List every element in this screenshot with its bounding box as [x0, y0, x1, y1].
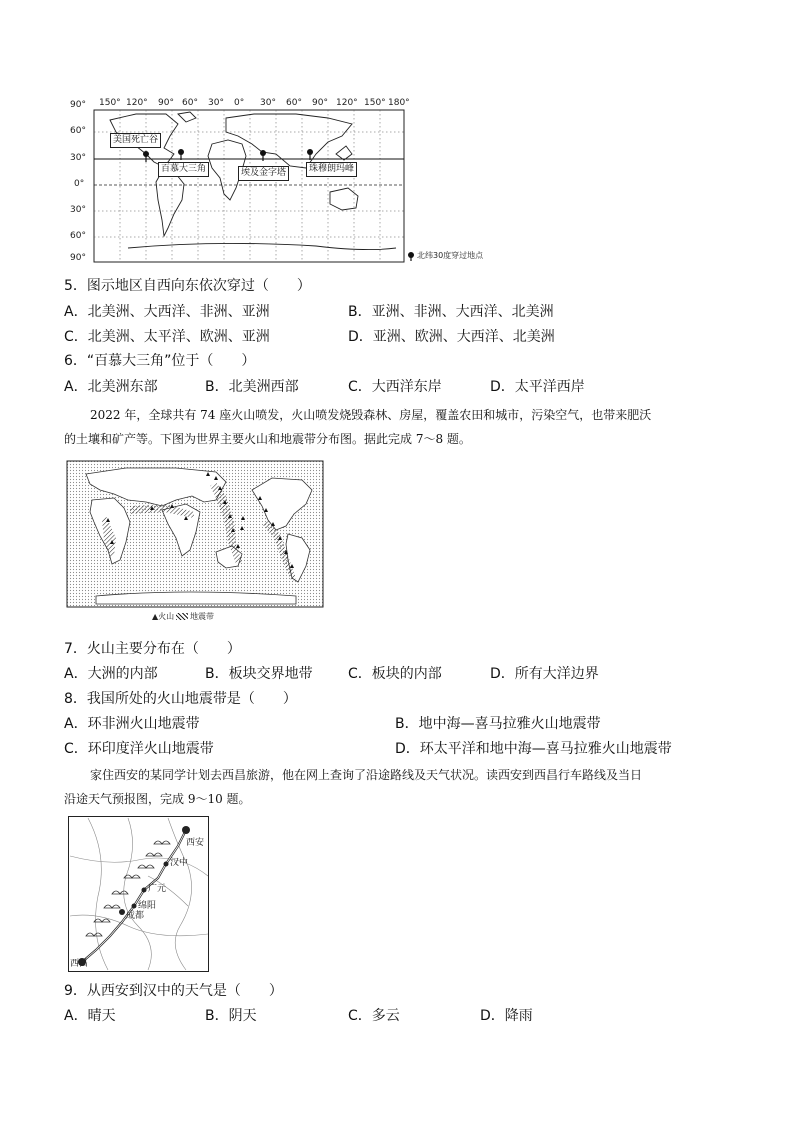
q7-option-c[interactable]: C．板块的内部 [348, 666, 442, 682]
left-tick: 30° [70, 205, 86, 215]
q6-option-d[interactable]: D．太平洋西岸 [490, 379, 585, 395]
q5-option-c[interactable]: C．北美洲、太平洋、欧洲、亚洲 [64, 329, 270, 345]
q9-stem: 9．从西安到汉中的天气是（ ） [64, 983, 283, 999]
q7-option-a[interactable]: A．大洲的内部 [64, 666, 158, 682]
top-tick: 90° [70, 100, 86, 110]
label-death-valley: 美国死亡谷 [110, 133, 161, 148]
q8-option-d[interactable]: D．环太平洋和地中海—喜马拉雅火山地震带 [395, 741, 672, 757]
q8-option-c[interactable]: C．环印度洋火山地震带 [64, 741, 214, 757]
paragraph-line: 的土壤和矿产等。下图为世界主要火山和地震带分布图。据此完成 7～8 题。 [64, 432, 471, 446]
paragraph-line: 家住西安的某同学计划去西昌旅游，他在网上查询了沿途路线及天气状况。读西安到西昌行车路线及当日 [90, 768, 643, 782]
top-tick: 30° [260, 98, 276, 108]
map1-legend: 北纬30度穿过地点 [417, 251, 484, 260]
q9-option-d[interactable]: D．降雨 [480, 1008, 533, 1024]
q5-option-a[interactable]: A．北美洲、大西洋、非洲、亚洲 [64, 304, 270, 320]
top-tick: 0° [234, 98, 245, 108]
city-guangyuan: 广元 [148, 884, 167, 894]
top-tick: 120° [336, 98, 358, 108]
top-tick: 30° [208, 98, 224, 108]
q7-option-b[interactable]: B．板块交界地带 [205, 666, 313, 682]
q8-option-b[interactable]: B．地中海—喜马拉雅火山地震带 [395, 716, 601, 732]
q5-stem: 5．图示地区自西向东依次穿过（ ） [64, 278, 311, 294]
left-tick: 30° [70, 153, 86, 163]
top-tick: 60° [182, 98, 198, 108]
route-weather-map [68, 816, 212, 974]
intro-paragraph-volcano [64, 403, 732, 451]
legend-quake-swatch [176, 613, 188, 620]
top-tick: 90° [158, 98, 174, 108]
label-pyramids: 埃及金字塔 [238, 166, 289, 181]
q6-stem: 6．“百慕大三角”位于（ ） [64, 353, 256, 369]
q7-option-d[interactable]: D．所有大洋边界 [490, 666, 599, 682]
left-tick: 60° [70, 126, 86, 136]
q9-option-a[interactable]: A．晴天 [64, 1008, 116, 1024]
legend-quake: 地震带 [190, 612, 214, 621]
paragraph-line: 2022 年，全球共有 74 座火山喷发，火山喷发烧毁森林、房屋，覆盖农田和城市，污染空气，也带来肥沃 [90, 408, 652, 422]
volcano-map-graphic [66, 460, 324, 626]
q6-option-a[interactable]: A．北美洲东部 [64, 379, 158, 395]
q5-option-d[interactable]: D．亚洲、欧洲、大西洋、北美洲 [348, 329, 555, 345]
q8-option-a[interactable]: A．环非洲火山地震带 [64, 716, 200, 732]
q8-stem: 8．我国所处的火山地震带是（ ） [64, 691, 297, 707]
world-30n-map [66, 96, 486, 264]
left-tick: 60° [70, 231, 86, 241]
paragraph-line: 沿途天气预报图，完成 9～10 题。 [64, 792, 251, 806]
legend-volcano: ▲火山 [152, 612, 175, 621]
q5-option-b[interactable]: B．亚洲、非洲、大西洋、北美洲 [348, 304, 554, 320]
intro-paragraph-trip [64, 763, 732, 811]
top-tick: 120° [126, 98, 148, 108]
left-tick: 90° [70, 253, 86, 263]
top-tick: 150° [99, 98, 121, 108]
city-mianyang: 绵阳 [138, 901, 157, 911]
left-tick: 0° [74, 179, 85, 189]
q7-stem: 7．火山主要分布在（ ） [64, 641, 241, 657]
volcano-earthquake-map [66, 460, 324, 626]
top-tick: 180° [388, 98, 410, 108]
label-bermuda: 百慕大三角 [158, 162, 209, 177]
q9-option-c[interactable]: C．多云 [348, 1008, 400, 1024]
city-xian: 西安 [186, 838, 205, 848]
q6-option-b[interactable]: B．北美洲西部 [205, 379, 299, 395]
q6-option-c[interactable]: C．大西洋东岸 [348, 379, 442, 395]
top-tick: 90° [312, 98, 328, 108]
top-tick: 150° [364, 98, 386, 108]
label-everest: 珠穆朗玛峰 [306, 162, 357, 177]
city-hanzhong: 汉中 [170, 858, 189, 868]
city-chengdu: 成都 [126, 911, 145, 921]
top-tick: 60° [286, 98, 302, 108]
q9-option-b[interactable]: B．阴天 [205, 1008, 257, 1024]
city-xichang: 西昌 [70, 959, 89, 969]
